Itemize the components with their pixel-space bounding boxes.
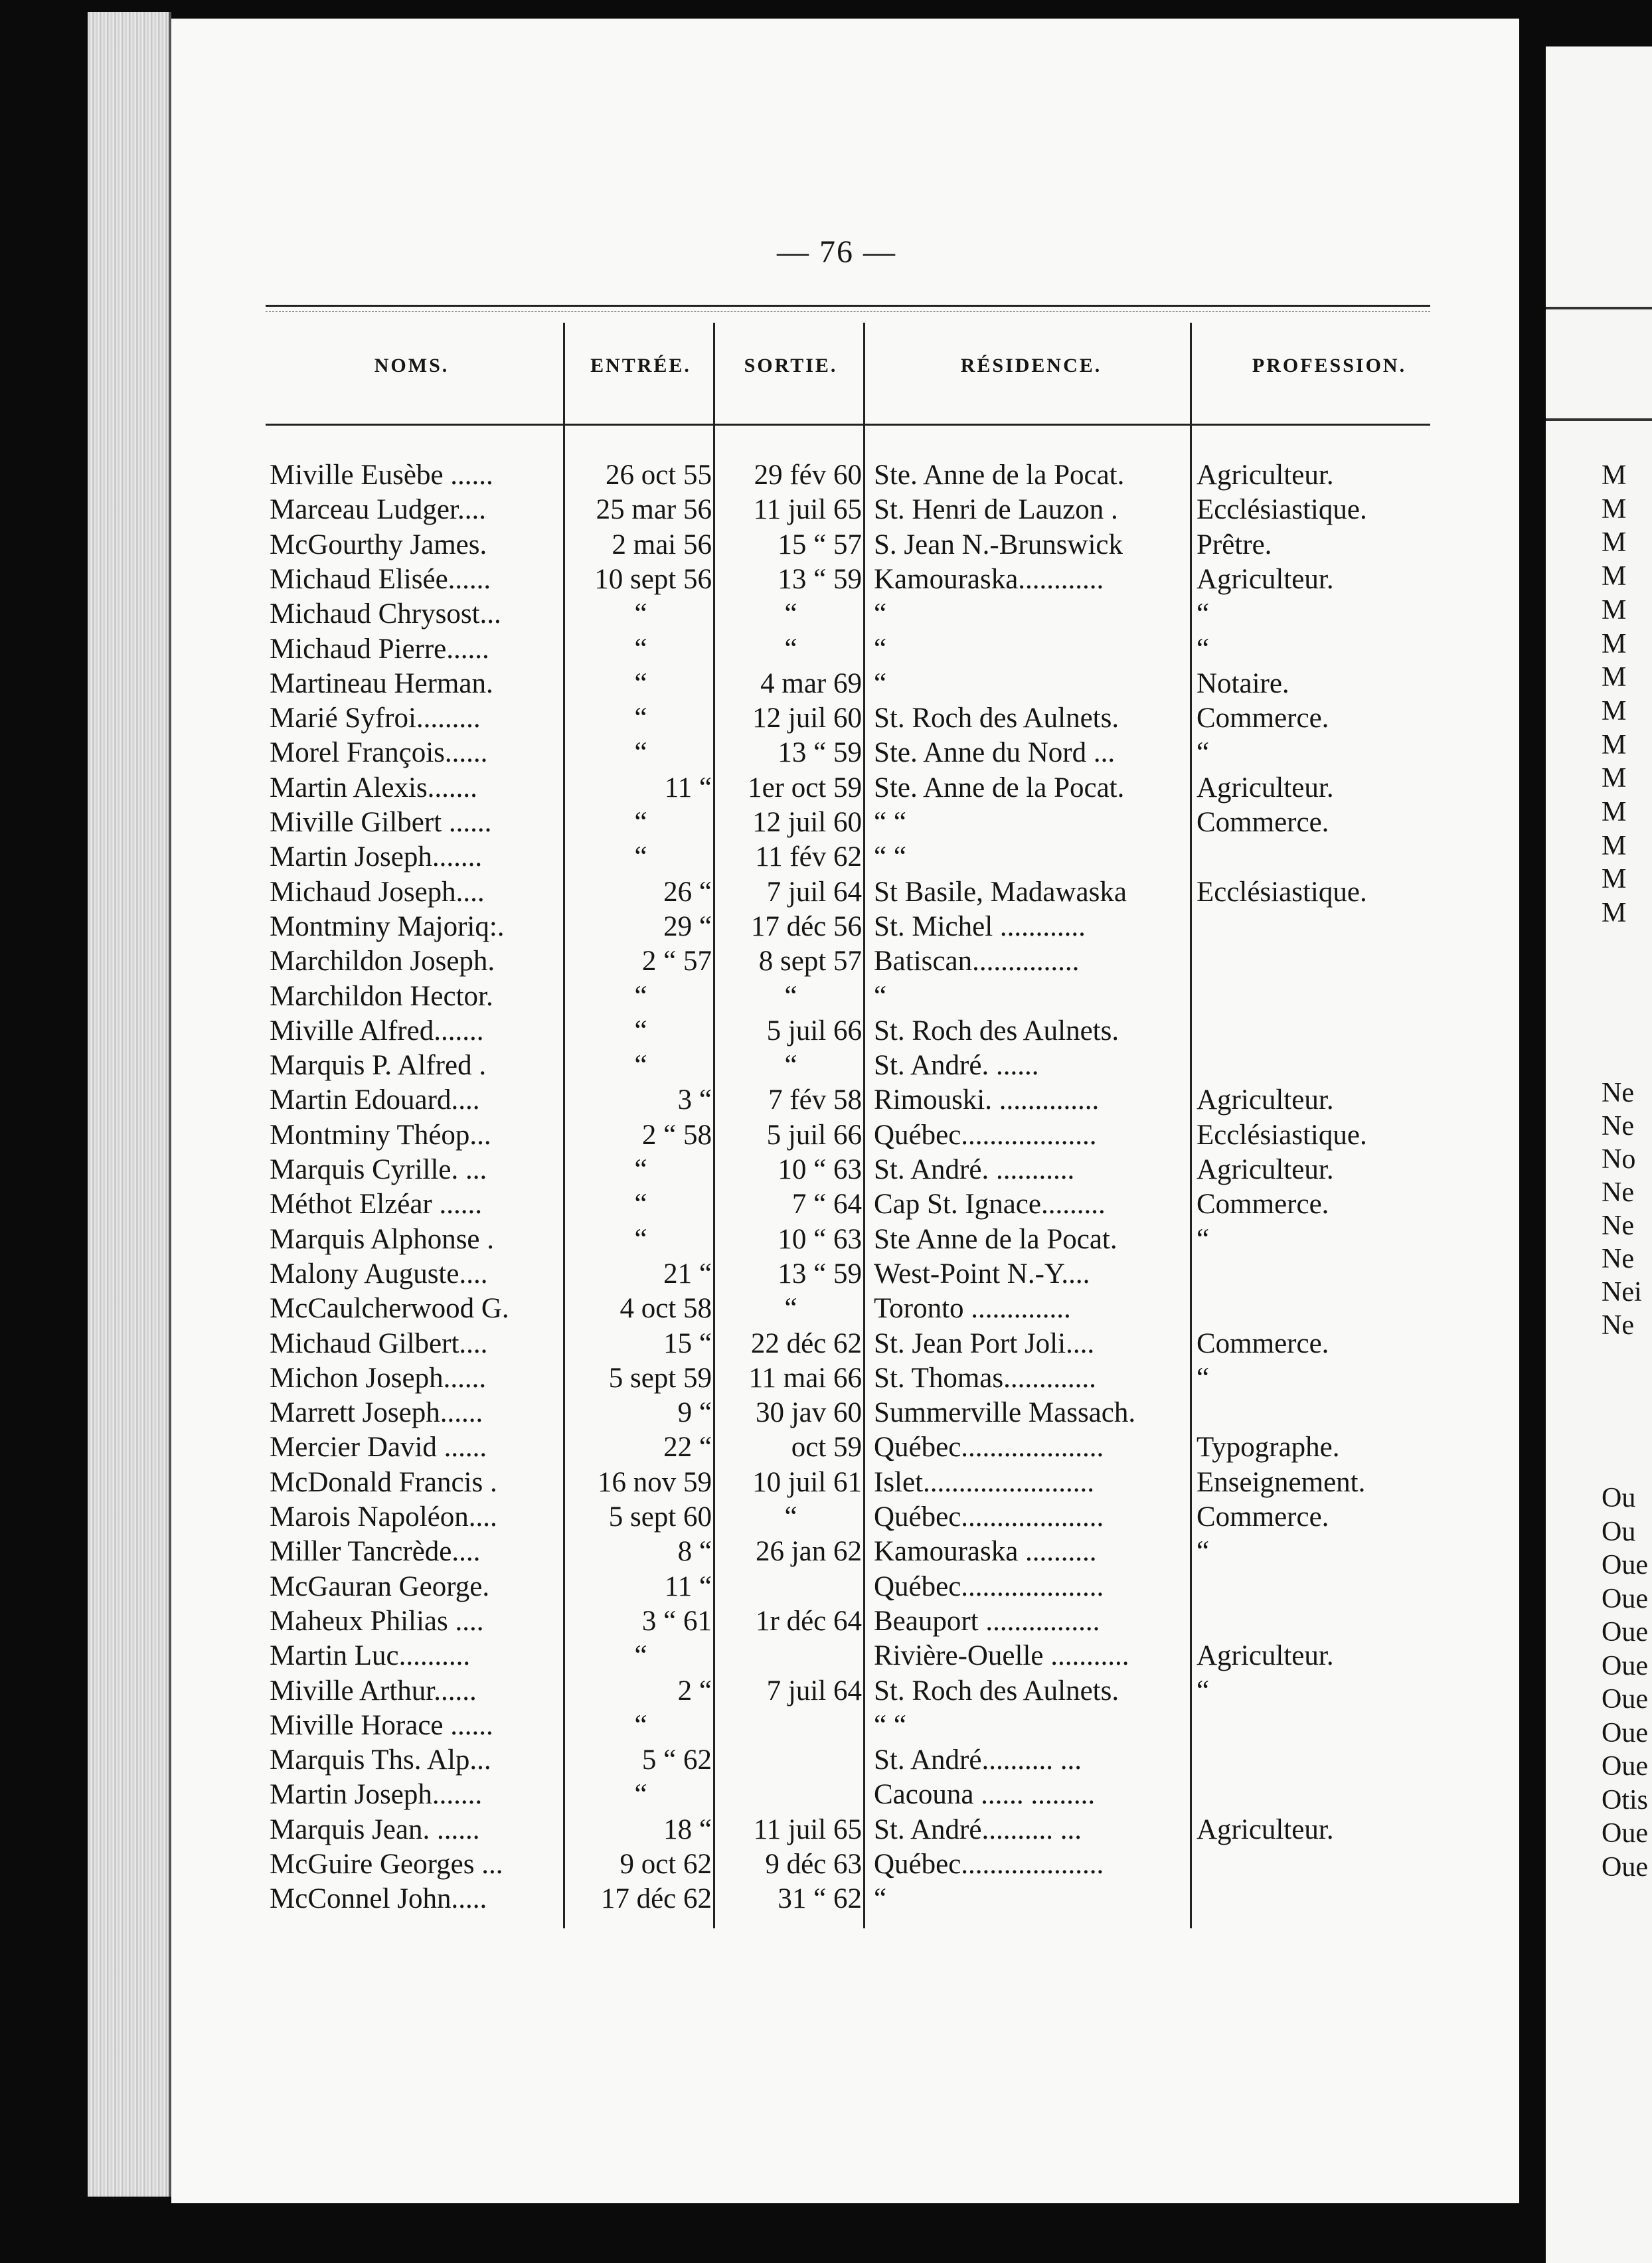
entree-cell: 8 “ bbox=[677, 1536, 712, 1568]
residence-cell: Québec.................... bbox=[874, 1849, 1104, 1880]
entree-cell: “ bbox=[634, 841, 647, 873]
profession-cell: Prêtre. bbox=[1197, 529, 1272, 560]
next-page-fragment: M bbox=[1602, 797, 1627, 827]
entree-cell: 3 “ 61 bbox=[641, 1605, 712, 1637]
entree-cell: 17 déc 62 bbox=[600, 1883, 712, 1915]
next-page-fragment: Oue bbox=[1602, 1851, 1648, 1883]
next-page-fragment: Nei bbox=[1602, 1277, 1642, 1307]
entree-cell: “ bbox=[634, 807, 647, 838]
name-cell: Miville Horace ...... bbox=[270, 1709, 493, 1741]
entree-cell: “ bbox=[634, 667, 647, 699]
sortie-cell: “ bbox=[784, 633, 797, 665]
residence-cell: St. Michel ............ bbox=[874, 910, 1086, 942]
column-divider bbox=[1190, 323, 1192, 1928]
profession-cell: “ bbox=[1197, 633, 1210, 665]
next-page-fragment: No bbox=[1602, 1144, 1636, 1175]
sortie-cell: 11 fév 62 bbox=[755, 841, 862, 873]
name-cell: Miller Tancrède.... bbox=[270, 1536, 481, 1568]
name-cell: Marquis Alphonse . bbox=[270, 1223, 495, 1255]
next-page-fragment: M bbox=[1602, 830, 1627, 861]
sortie-cell: 13 “ 59 bbox=[778, 563, 862, 595]
sortie-cell: oct 59 bbox=[791, 1432, 862, 1464]
top-rule bbox=[266, 305, 1430, 307]
entree-cell: 5 sept 60 bbox=[608, 1501, 712, 1533]
name-cell: Marquis Ths. Alp... bbox=[270, 1744, 491, 1776]
residence-cell: St. Roch des Aulnets. bbox=[874, 703, 1119, 734]
name-cell: Maheux Philias .... bbox=[270, 1605, 484, 1637]
next-page-rule bbox=[1546, 307, 1652, 309]
residence-cell: “ “ bbox=[874, 841, 906, 873]
book-page-edges bbox=[88, 12, 170, 2197]
sortie-cell: 10 juil 61 bbox=[752, 1466, 862, 1498]
next-page-fragment: M bbox=[1602, 594, 1627, 626]
sortie-cell: 15 “ 57 bbox=[778, 529, 862, 560]
sortie-cell: 11 juil 65 bbox=[753, 1813, 862, 1845]
name-cell: Martin Luc.......... bbox=[270, 1640, 471, 1672]
profession-cell: Commerce. bbox=[1197, 1501, 1329, 1533]
name-cell: Montminy Majoriq:. bbox=[270, 910, 505, 942]
book-gutter bbox=[1519, 0, 1546, 2263]
sortie-cell: 26 jan 62 bbox=[755, 1536, 862, 1568]
name-cell: Montminy Théop... bbox=[270, 1119, 491, 1151]
sortie-cell: 9 déc 63 bbox=[765, 1849, 862, 1880]
sortie-cell: 12 juil 60 bbox=[752, 703, 862, 734]
residence-cell: Toronto .............. bbox=[874, 1293, 1071, 1325]
residence-cell: St. Thomas............. bbox=[874, 1362, 1096, 1394]
next-page-fragment: Oue bbox=[1602, 1617, 1648, 1647]
next-page-fragment: M bbox=[1602, 662, 1627, 693]
sortie-cell: 10 “ 63 bbox=[778, 1223, 862, 1255]
next-page-fragment: Oue bbox=[1602, 1818, 1648, 1849]
header-rule bbox=[266, 424, 1430, 426]
profession-cell: Agriculteur. bbox=[1197, 460, 1334, 491]
entree-cell: 9 “ bbox=[677, 1397, 712, 1429]
entree-cell: “ bbox=[634, 980, 647, 1012]
name-cell: McGauran George. bbox=[270, 1570, 490, 1602]
name-cell: Martin Edouard.... bbox=[270, 1084, 480, 1116]
next-page-fragment: Ne bbox=[1602, 1310, 1634, 1341]
sortie-cell: 5 juil 66 bbox=[766, 1119, 862, 1151]
entree-cell: 10 sept 56 bbox=[594, 563, 712, 595]
sortie-cell: 12 juil 60 bbox=[752, 807, 862, 838]
entree-cell: 5 “ 62 bbox=[641, 1744, 712, 1776]
sortie-cell: 8 sept 57 bbox=[758, 946, 862, 977]
next-page-fragment: M bbox=[1602, 763, 1627, 794]
residence-cell: Beauport ................ bbox=[874, 1605, 1100, 1637]
residence-cell: Cap St. Ignace......... bbox=[874, 1189, 1106, 1220]
residence-cell: “ “ bbox=[874, 807, 906, 838]
top-rule-dotted bbox=[266, 311, 1430, 312]
residence-cell: Québec.................... bbox=[874, 1432, 1104, 1464]
residence-cell: St. Jean Port Joli.... bbox=[874, 1327, 1095, 1359]
sortie-cell: 22 déc 62 bbox=[750, 1327, 862, 1359]
sortie-cell: “ bbox=[784, 1501, 797, 1533]
next-page-fragment: Ou bbox=[1602, 1483, 1636, 1513]
name-cell: McCaulcherwood G. bbox=[270, 1293, 509, 1325]
entree-cell: 18 “ bbox=[663, 1813, 712, 1845]
name-cell: Miville Alfred....... bbox=[270, 1015, 484, 1047]
name-cell: Martineau Herman. bbox=[270, 667, 493, 699]
name-cell: Michon Joseph...... bbox=[270, 1362, 487, 1394]
header-entree: ENTRÉE. bbox=[590, 355, 691, 377]
residence-cell: “ bbox=[874, 667, 887, 699]
name-cell: Marois Napoléon.... bbox=[270, 1501, 497, 1533]
name-cell: McConnel John..... bbox=[270, 1883, 487, 1915]
residence-cell: “ bbox=[874, 980, 887, 1012]
next-page-fragment: Ne bbox=[1602, 1244, 1634, 1274]
name-cell: Marquis Jean. ...... bbox=[270, 1813, 480, 1845]
name-cell: McGuire Georges ... bbox=[270, 1849, 503, 1880]
residence-cell: S. Jean N.-Brunswick bbox=[874, 529, 1123, 560]
entree-cell: “ bbox=[634, 1223, 647, 1255]
residence-cell: Ste. Anne du Nord ... bbox=[874, 737, 1115, 769]
profession-cell: “ bbox=[1197, 1675, 1210, 1707]
sortie-cell: 1r déc 64 bbox=[756, 1605, 862, 1637]
header-noms: NOMS. bbox=[374, 355, 450, 377]
entree-cell: “ bbox=[634, 1050, 647, 1082]
entree-cell: “ bbox=[634, 1015, 647, 1047]
next-page-fragment: M bbox=[1602, 460, 1627, 491]
sortie-cell: “ bbox=[784, 1050, 797, 1082]
name-cell: Martin Joseph....... bbox=[270, 1779, 483, 1811]
entree-cell: 15 “ bbox=[663, 1327, 712, 1359]
residence-cell: Ste. Anne de la Pocat. bbox=[874, 460, 1125, 491]
name-cell: Mercier David ...... bbox=[270, 1432, 487, 1464]
residence-cell: St. Henri de Lauzon . bbox=[874, 494, 1118, 526]
name-cell: Marrett Joseph...... bbox=[270, 1397, 483, 1429]
entree-cell: “ bbox=[634, 598, 647, 630]
entree-cell: “ bbox=[634, 1709, 647, 1741]
next-page-fragment: Otis bbox=[1602, 1784, 1649, 1815]
entree-cell: 26 oct 55 bbox=[605, 460, 712, 491]
residence-cell: Rivière-Ouelle ........... bbox=[874, 1640, 1129, 1672]
residence-cell: Kamouraska .......... bbox=[874, 1536, 1097, 1568]
profession-cell: Agriculteur. bbox=[1197, 1084, 1334, 1116]
profession-cell: Agriculteur. bbox=[1197, 1154, 1334, 1185]
sortie-cell: 7 juil 64 bbox=[766, 1675, 862, 1707]
residence-cell: St. André. ........... bbox=[874, 1154, 1075, 1185]
residence-cell: West-Point N.-Y.... bbox=[874, 1258, 1090, 1290]
profession-cell: Commerce. bbox=[1197, 703, 1329, 734]
entree-cell: 11 “ bbox=[664, 772, 712, 803]
entree-cell: 2 “ 57 bbox=[641, 946, 712, 977]
next-page-fragment: Ne bbox=[1602, 1111, 1634, 1141]
name-cell: Michaud Elisée...... bbox=[270, 563, 491, 595]
name-cell: Marceau Ludger.... bbox=[270, 494, 486, 526]
entree-cell: 2 mai 56 bbox=[612, 529, 712, 560]
residence-cell: St. Roch des Aulnets. bbox=[874, 1015, 1119, 1047]
column-divider bbox=[713, 323, 715, 1928]
name-cell: Martin Joseph....... bbox=[270, 841, 483, 873]
next-page-fragment: Ne bbox=[1602, 1211, 1634, 1241]
residence-cell: “ bbox=[874, 1883, 887, 1915]
name-cell: Marchildon Hector. bbox=[270, 980, 493, 1012]
residence-cell: St. Roch des Aulnets. bbox=[874, 1675, 1119, 1707]
page-number: — 76 — bbox=[777, 234, 896, 270]
profession-cell: Ecclésiastique. bbox=[1197, 494, 1367, 526]
entree-cell: 2 “ bbox=[677, 1675, 712, 1707]
name-cell: Miville Arthur...... bbox=[270, 1675, 477, 1707]
name-cell: Malony Auguste.... bbox=[270, 1258, 488, 1290]
next-page-fragment: Oue bbox=[1602, 1583, 1648, 1614]
residence-cell: “ “ bbox=[874, 1709, 906, 1741]
next-page-fragment: Oue bbox=[1602, 1650, 1648, 1681]
sortie-cell: 29 fév 60 bbox=[754, 460, 862, 491]
name-cell: Miville Eusèbe ...... bbox=[270, 460, 493, 491]
sortie-cell: 1er oct 59 bbox=[748, 772, 862, 803]
header-sortie: SORTIE. bbox=[744, 355, 838, 377]
next-page-fragment: M bbox=[1602, 628, 1627, 659]
profession-cell: “ bbox=[1197, 1536, 1210, 1568]
entree-cell: “ bbox=[634, 1779, 647, 1811]
name-cell: Méthot Elzéar ...... bbox=[270, 1189, 483, 1220]
sortie-cell: 30 jav 60 bbox=[755, 1397, 862, 1429]
residence-cell: Cacouna ...... ......... bbox=[874, 1779, 1096, 1811]
profession-cell: Ecclésiastique. bbox=[1197, 1119, 1367, 1151]
sortie-cell: 17 déc 56 bbox=[750, 910, 862, 942]
profession-cell: Typographe. bbox=[1197, 1432, 1340, 1464]
name-cell: Michaud Gilbert.... bbox=[270, 1327, 488, 1359]
sortie-cell: 11 mai 66 bbox=[748, 1362, 862, 1394]
profession-cell: Enseignement. bbox=[1197, 1466, 1366, 1498]
entree-cell: “ bbox=[634, 633, 647, 665]
next-page-fragment: Ne bbox=[1602, 1177, 1634, 1208]
residence-cell: St. André. ...... bbox=[874, 1050, 1039, 1082]
sortie-cell: 5 juil 66 bbox=[766, 1015, 862, 1047]
profession-cell: Notaire. bbox=[1197, 667, 1289, 699]
entree-cell: 11 “ bbox=[664, 1570, 712, 1602]
name-cell: Michaud Chrysost... bbox=[270, 598, 501, 630]
residence-cell: Kamouraska............ bbox=[874, 563, 1104, 595]
entree-cell: “ bbox=[634, 1640, 647, 1672]
entree-cell: 26 “ bbox=[663, 876, 712, 908]
next-page-fragment: Oue bbox=[1602, 1717, 1648, 1748]
next-page-fragment: M bbox=[1602, 729, 1627, 760]
residence-cell: Ste Anne de la Pocat. bbox=[874, 1223, 1117, 1255]
header-residence: RÉSIDENCE. bbox=[960, 355, 1102, 377]
residence-cell: St Basile, Madawaska bbox=[874, 876, 1127, 908]
entree-cell: 16 nov 59 bbox=[598, 1466, 712, 1498]
residence-cell: St. André.......... ... bbox=[874, 1813, 1082, 1845]
entree-cell: 3 “ bbox=[677, 1084, 712, 1116]
next-page-fragment: M bbox=[1602, 527, 1627, 558]
profession-cell: Commerce. bbox=[1197, 1327, 1329, 1359]
next-page-edge bbox=[1546, 46, 1652, 2263]
sortie-cell: 11 juil 65 bbox=[753, 494, 862, 526]
residence-cell: Québec................... bbox=[874, 1119, 1097, 1151]
header-profession: PROFESSION. bbox=[1252, 355, 1407, 377]
sortie-cell: 13 “ 59 bbox=[778, 737, 862, 769]
next-page-fragment: M bbox=[1602, 898, 1627, 929]
residence-cell: Ste. Anne de la Pocat. bbox=[874, 772, 1125, 803]
sortie-cell: “ bbox=[784, 980, 797, 1012]
name-cell: Miville Gilbert ...... bbox=[270, 807, 492, 838]
column-divider bbox=[863, 323, 865, 1928]
next-page-fragment: M bbox=[1602, 864, 1627, 895]
sortie-cell: 7 fév 58 bbox=[768, 1084, 862, 1116]
sortie-cell: 4 mar 69 bbox=[760, 667, 862, 699]
entree-cell: 21 “ bbox=[663, 1258, 712, 1290]
residence-cell: “ bbox=[874, 598, 887, 630]
entree-cell: 2 “ 58 bbox=[641, 1119, 712, 1151]
next-page-fragment: M bbox=[1602, 493, 1627, 525]
sortie-cell: 13 “ 59 bbox=[778, 1258, 862, 1290]
profession-cell: Agriculteur. bbox=[1197, 772, 1334, 803]
column-divider bbox=[563, 323, 565, 1928]
profession-cell: Commerce. bbox=[1197, 807, 1329, 838]
next-page-fragment: Oue bbox=[1602, 1550, 1648, 1580]
entree-cell: 29 “ bbox=[663, 910, 712, 942]
entree-cell: 4 oct 58 bbox=[620, 1293, 712, 1325]
profession-cell: Ecclésiastique. bbox=[1197, 876, 1367, 908]
entree-cell: “ bbox=[634, 703, 647, 734]
name-cell: Martin Alexis....... bbox=[270, 772, 477, 803]
name-cell: Michaud Joseph.... bbox=[270, 876, 485, 908]
entree-cell: “ bbox=[634, 1154, 647, 1185]
next-page-fragment: Oue bbox=[1602, 1751, 1648, 1782]
name-cell: Marquis P. Alfred . bbox=[270, 1050, 487, 1082]
sortie-cell: 7 juil 64 bbox=[766, 876, 862, 908]
next-page-fragment: M bbox=[1602, 695, 1627, 726]
entree-cell: “ bbox=[634, 1189, 647, 1220]
name-cell: McDonald Francis . bbox=[270, 1466, 497, 1498]
next-page-rule bbox=[1546, 418, 1652, 421]
profession-cell: Agriculteur. bbox=[1197, 563, 1334, 595]
sortie-cell: “ bbox=[784, 598, 797, 630]
profession-cell: “ bbox=[1197, 737, 1210, 769]
residence-cell: Rimouski. .............. bbox=[874, 1084, 1100, 1116]
profession-cell: Agriculteur. bbox=[1197, 1640, 1334, 1672]
name-cell: Michaud Pierre...... bbox=[270, 633, 489, 665]
next-page-fragment: Ne bbox=[1602, 1078, 1634, 1108]
next-page-fragment: M bbox=[1602, 561, 1627, 592]
profession-cell: “ bbox=[1197, 1223, 1210, 1255]
residence-cell: Québec.................... bbox=[874, 1501, 1104, 1533]
next-page-fragment: Oue bbox=[1602, 1684, 1648, 1715]
entree-cell: “ bbox=[634, 737, 647, 769]
residence-cell: Québec.................... bbox=[874, 1570, 1104, 1602]
residence-cell: St. André.......... ... bbox=[874, 1744, 1082, 1776]
profession-cell: Agriculteur. bbox=[1197, 1813, 1334, 1845]
name-cell: McGourthy James. bbox=[270, 529, 487, 560]
name-cell: Marchildon Joseph. bbox=[270, 946, 495, 977]
residence-cell: “ bbox=[874, 633, 887, 665]
residence-cell: Batiscan............... bbox=[874, 946, 1080, 977]
name-cell: Marquis Cyrille. ... bbox=[270, 1154, 487, 1185]
sortie-cell: 7 “ 64 bbox=[791, 1189, 862, 1220]
name-cell: Marié Syfroi......... bbox=[270, 703, 481, 734]
name-cell: Morel François...... bbox=[270, 737, 488, 769]
profession-cell: “ bbox=[1197, 598, 1210, 630]
residence-cell: Summerville Massach. bbox=[874, 1397, 1136, 1429]
entree-cell: 5 sept 59 bbox=[608, 1362, 712, 1394]
sortie-cell: “ bbox=[784, 1293, 797, 1325]
residence-cell: Islet........................ bbox=[874, 1466, 1095, 1498]
next-page-fragment: Ou bbox=[1602, 1516, 1636, 1547]
entree-cell: 9 oct 62 bbox=[620, 1849, 712, 1880]
profession-cell: Commerce. bbox=[1197, 1189, 1329, 1220]
sortie-cell: 31 “ 62 bbox=[778, 1883, 862, 1915]
entree-cell: 22 “ bbox=[663, 1432, 712, 1464]
sortie-cell: 10 “ 63 bbox=[778, 1154, 862, 1185]
profession-cell: “ bbox=[1197, 1362, 1210, 1394]
entree-cell: 25 mar 56 bbox=[596, 494, 712, 526]
